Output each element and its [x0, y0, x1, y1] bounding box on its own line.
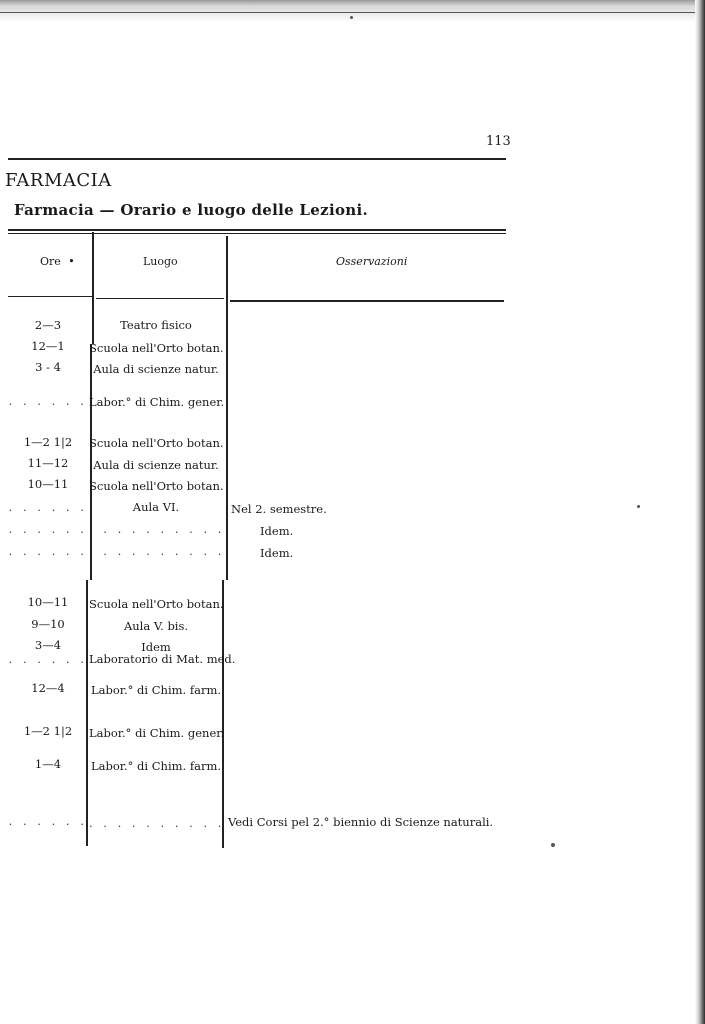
header-underline-luogo: [96, 298, 224, 299]
table-row-luogo: Labor.° di Chim. gener.: [89, 395, 225, 409]
column-header-ore-mark: •: [68, 255, 75, 268]
table-row-luogo: Labor.° di Chim. farm.: [90, 683, 222, 697]
table-row-ore: 1—4: [34, 757, 62, 771]
ink-speck: [551, 843, 555, 847]
table-row-luogo: Scuola nell'Orto botan.: [89, 479, 224, 493]
table-row-luogo: Scuola nell'Orto botan.: [89, 436, 224, 450]
table-row-ore: 1—2 1|2: [23, 724, 73, 738]
table-row-ore: . . . . . .: [8, 814, 88, 828]
column-header-ore: [40, 255, 75, 268]
header-underline-osservazioni: [230, 300, 504, 302]
page-number: 113: [486, 134, 511, 149]
table-top-rule-2: [8, 233, 506, 234]
section-subtitle: Farmacia — Orario e luogo delle Lezioni.: [14, 201, 368, 219]
table-row-luogo: Labor.° di Chim. farm.: [90, 759, 222, 773]
table-row-luogo: . . . . . . . . . .: [89, 544, 225, 558]
page-top-edge: [0, 0, 705, 22]
table-row-luogo: Aula V. bis.: [123, 619, 189, 633]
table-top-rule-1: [8, 229, 506, 231]
table-row-ore: . . . . . .: [8, 544, 88, 558]
table-row-luogo: . . . . . . . . . .: [89, 816, 225, 830]
table-row-ore: 3 - 4: [35, 360, 61, 374]
table-row-ore: 10—11: [27, 477, 69, 491]
table-row-luogo: Aula di scienze natur.: [93, 458, 219, 472]
table-row-luogo: Labor.° di Chim. gener.: [89, 726, 225, 740]
table-row-ore: . . . . . .: [8, 522, 88, 536]
table-row-ore: 2—3: [34, 318, 62, 332]
column-divider-2: [226, 236, 228, 580]
table-row-luogo: Laboratorio di Mat. med.: [89, 652, 236, 666]
table-row-ore: . . . . . .: [8, 394, 88, 408]
column-header-luogo: Luogo: [143, 255, 178, 268]
table-row-ore: . . . . . .: [8, 500, 88, 514]
table-row-luogo: Aula VI.: [132, 500, 180, 514]
table-row-ore: 9—10: [31, 617, 65, 631]
table-row-luogo: Aula di scienze natur.: [93, 362, 219, 376]
table-row-luogo: Scuola nell'Orto botan.: [89, 341, 224, 355]
ink-speck: [637, 505, 640, 508]
table-row-luogo: Idem: [141, 640, 171, 654]
header-rule: [8, 158, 506, 160]
table-row-ore: 12—4: [31, 681, 65, 695]
column-header-osservazioni: Osservazioni: [336, 255, 408, 268]
table-row-osservazioni: Nel 2. semestre.: [231, 502, 327, 516]
column-header-ore-label: Ore: [40, 255, 61, 268]
table-row-luogo: . . . . . . . . . .: [89, 522, 225, 536]
header-underline-ore: [8, 296, 92, 297]
table-row-ore: . . . . . .: [8, 652, 88, 666]
table-row-ore: 3—4: [34, 638, 62, 652]
table-row-osservazioni: Idem.: [260, 546, 294, 560]
table-row-ore: 1—2 1|2: [23, 435, 73, 449]
page-top-edge-line: [0, 12, 700, 13]
table-row-luogo: Scuola nell'Orto botan.: [89, 597, 224, 611]
table-row-ore: 10—11: [27, 595, 69, 609]
table-row-ore: 12—1: [31, 339, 65, 353]
table-row-ore: 11—12: [27, 456, 69, 470]
ink-speck: [350, 16, 353, 19]
table-row-luogo: Teatro fisico: [120, 318, 192, 332]
page-right-edge: [695, 0, 705, 1024]
table-row-osservazioni: Idem.: [260, 524, 294, 538]
section-title: FARMACIA: [5, 170, 112, 191]
table-row-osservazioni: Vedi Corsi pel 2.° biennio di Scienze naturali.: [228, 815, 494, 829]
